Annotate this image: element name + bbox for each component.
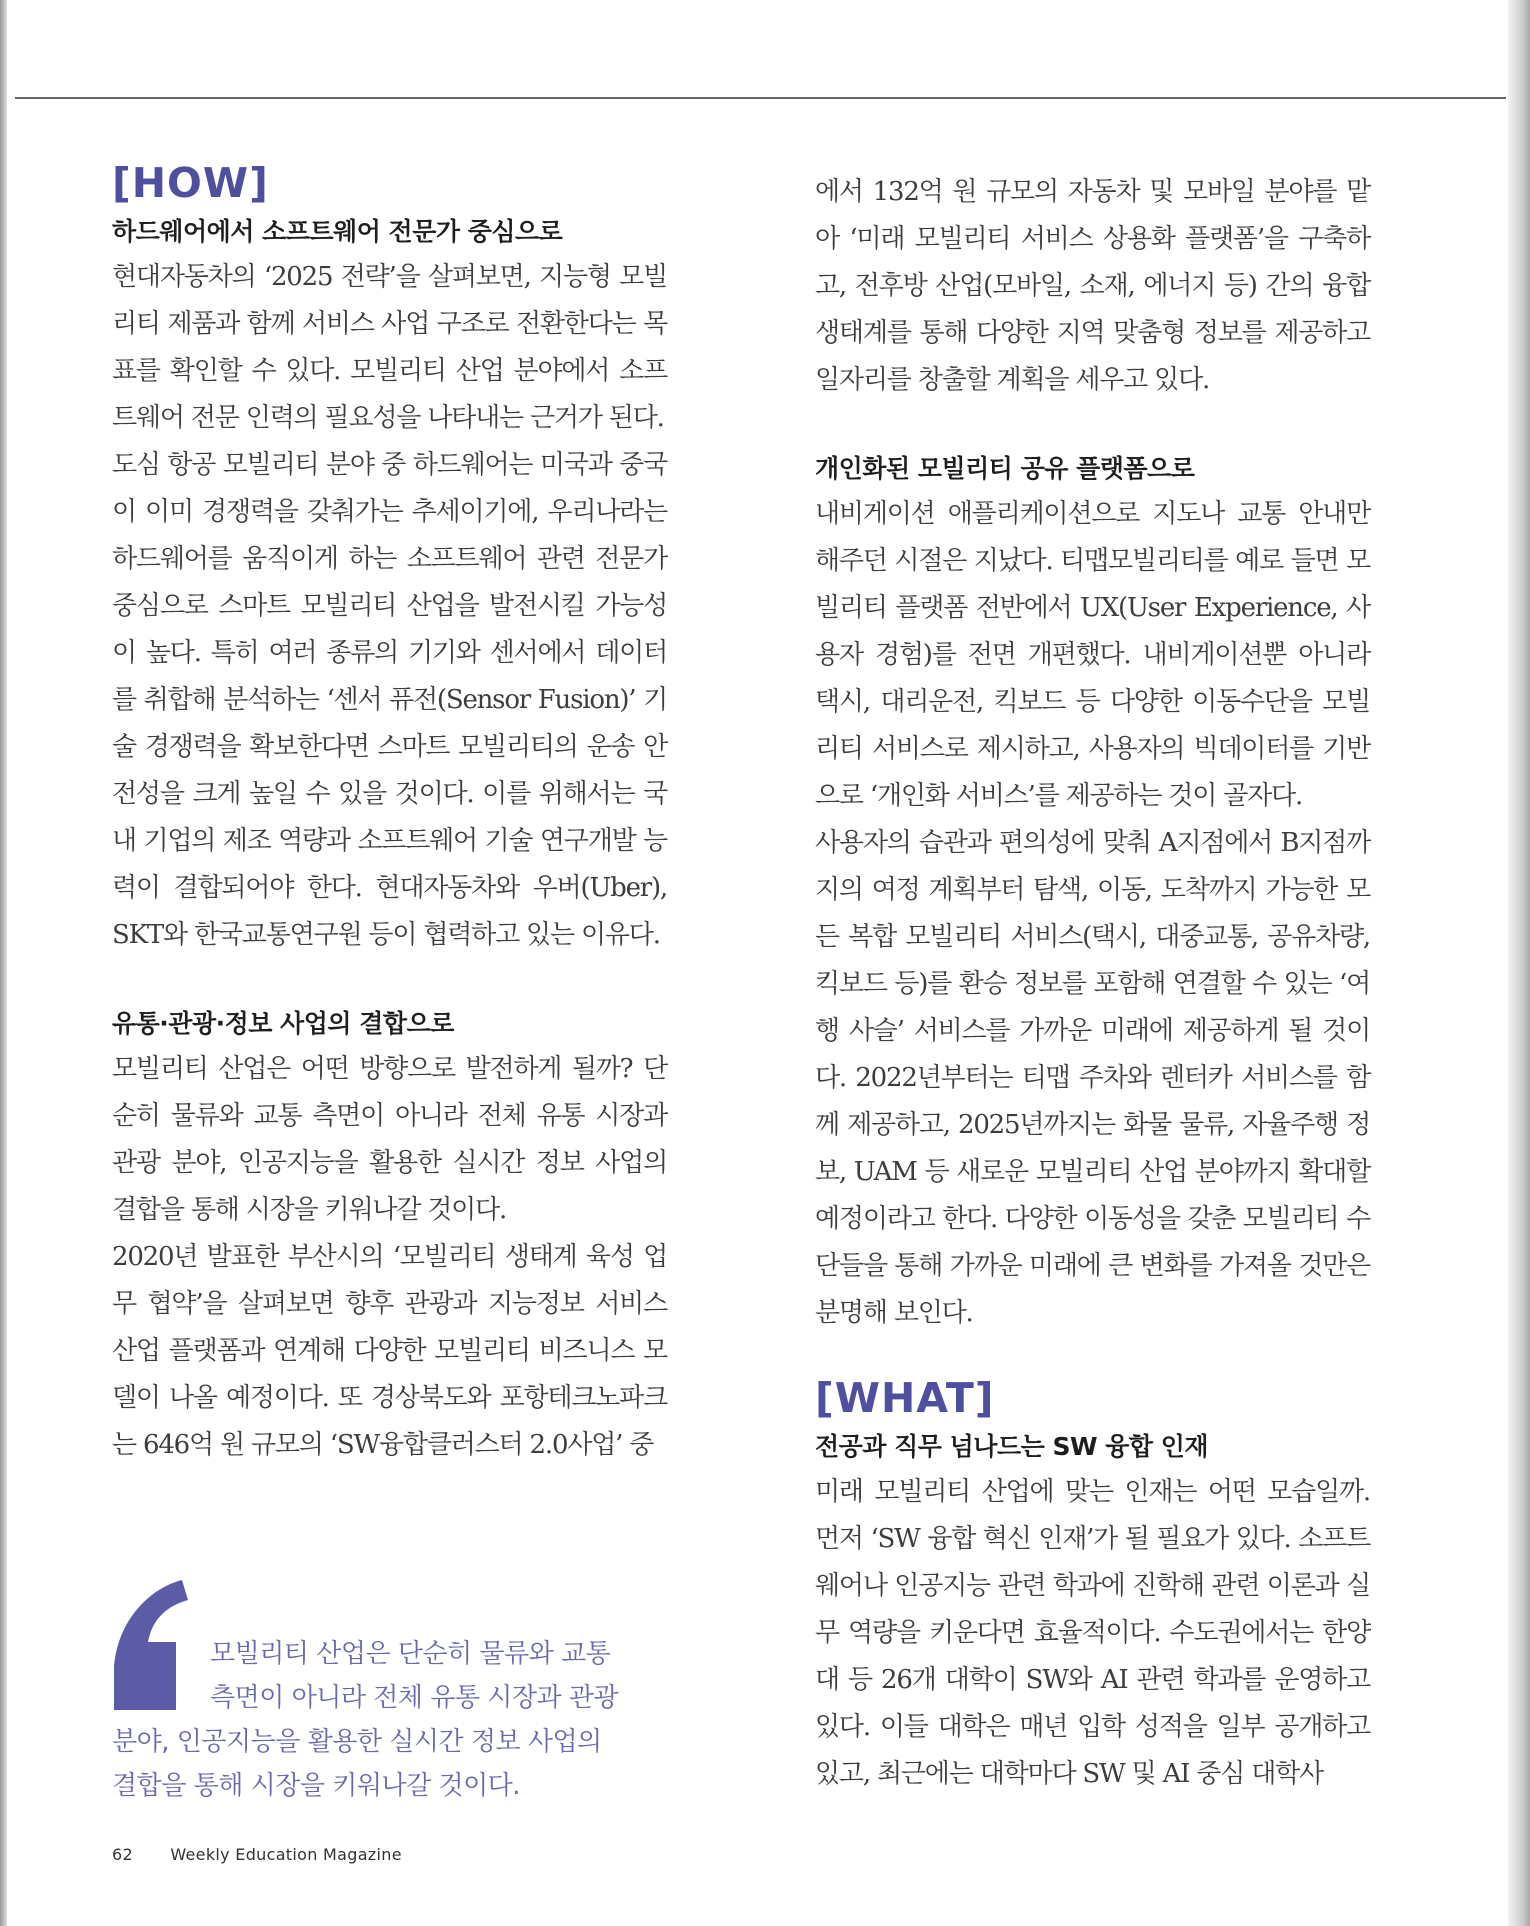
paragraph: 도심 항공 모빌리티 분야 중 하드웨어는 미국과 중국이 이미 경쟁력을 갖춰가는 추세이기에, 우리나라는 하드웨어를 움직이게 하는 소프트웨어 관련 전문가 중심으로 스마트 모빌리티 산업을 발전시킬 가능성이 높다. 특히 여러 종류의 기기와 센서에서 데이터를 취합해 분석하는 ‘센서 퓨전(Sensor Fusion)’ 기술 경쟁력을 확보한다면 스마트 모빌리티의 운송 안전성을 크게 높일 수 있을 것이다. 이를 위해서는 국내 기업의 제조 역량과 소프트웨어 기술 연구개발 능력이 결합되어야 한다. 현대자동차와 우버(Uber), SKT와 한국교통연구원 등이 협력하고 있는 이유다. xyxy=(112,450,667,950)
subhead-sw-talent: 전공과 직무 넘나드는 SW 융합 인재 xyxy=(815,1432,1209,1461)
right-column xyxy=(815,169,1370,1798)
subhead-personalized-platform: 개인화된 모빌리티 공유 플랫폼으로 xyxy=(815,454,1195,483)
quote-mark-icon xyxy=(112,1580,188,1710)
section-tag-how: [HOW] xyxy=(112,159,269,207)
quote-line: 결합을 통해 시장을 키워나갈 것이다. xyxy=(112,1771,521,1801)
subhead-convergence: 유통·관광·정보 사업의 결합으로 xyxy=(112,1009,454,1038)
paragraph: 현대자동차의 ‘2025 전략’을 살펴보면, 지능형 모빌리티 제품과 함께 서비스 사업 구조로 전환한다는 목표를 확인할 수 있다. 모빌리티 산업 분야에서 소프트웨어 전문 인력의 필요성을 나타내는 근거가 된다. xyxy=(112,262,667,433)
paragraph: 에서 132억 원 규모의 자동차 및 모바일 분야를 맡아 ‘미래 모빌리티 서비스 상용화 플랫폼’을 구축하고, 전후방 산업(모바일, 소재, 에너지 등) 간의 융합 생태계를 통해 다양한 지역 맞춤형 정보를 제공하고 일자리를 창출할 계획을 세우고 있다. xyxy=(815,177,1370,395)
subhead-software-experts: 하드웨어에서 소프트웨어 전문가 중심으로 xyxy=(112,217,563,246)
spacer xyxy=(815,1337,1370,1375)
page-number: 62 xyxy=(112,1845,133,1864)
page-footer xyxy=(112,1845,402,1864)
paragraph: 2020년 발표한 부산시의 ‘모빌리티 생태계 육성 업무 협약’을 살펴보면 향후 관광과 지능정보 서비스 산업 플랫폼과 연계해 다양한 모빌리티 비즈니스 모델이 나올 예정이다. 또 경상북도와 포항테크노파크는 646억 원 규모의 ‘SW융합클러스터 2.0사업’ 중 xyxy=(112,1242,667,1460)
quote-line: 모빌리티 산업은 단순히 물류와 교통 xyxy=(210,1639,611,1669)
paragraph: 내비게이션 애플리케이션으로 지도나 교통 안내만 해주던 시절은 지났다. 티맵모빌리티를 예로 들면 모빌리티 플랫폼 전반에서 UX(User Experience, 사용자 경험)를 전면 개편했다. 내비게이션뿐 아니라 택시, 대리운전, 킥보드 등 다양한 이동수단을 모빌리티 서비스로 제시하고, 사용자의 빅데이터를 기반으로 ‘개인화 서비스’를 제공하는 것이 골자다. xyxy=(815,499,1370,811)
pull-quote xyxy=(112,1580,672,1808)
spacer xyxy=(815,404,1370,451)
spacer xyxy=(112,959,667,1006)
quote-line: 분야, 인공지능을 활용한 실시간 정보 사업의 xyxy=(112,1727,602,1757)
page-edge-left xyxy=(0,0,7,1926)
paragraph: 미래 모빌리티 산업에 맞는 인재는 어떤 모습일까. 먼저 ‘SW 융합 혁신 인재’가 될 필요가 있다. 소프트웨어나 인공지능 관련 학과에 진학해 관련 이론과 실무 역량을 키운다면 효율적이다. 수도권에서는 한양대 등 26개 대학이 SW와 AI 관련 학과를 운영하고 있다. 이들 대학은 매년 입학 성적을 일부 공개하고 있고, 최근에는 대학마다 SW 및 AI 중심 대학사 xyxy=(815,1477,1370,1789)
header-rule xyxy=(15,97,1506,99)
magazine-name: Weekly Education Magazine xyxy=(170,1845,402,1864)
paragraph: 모빌리티 산업은 어떤 방향으로 발전하게 될까? 단순히 물류와 교통 측면이 아니라 전체 유통 시장과 관광 분야, 인공지능을 활용한 실시간 정보 사업의 결합을 통해 시장을 키워나갈 것이다. xyxy=(112,1054,667,1225)
left-column xyxy=(112,160,667,1469)
quote-line: 측면이 아니라 전체 유통 시장과 관광 xyxy=(210,1683,619,1713)
page-edge-right xyxy=(1508,0,1530,1926)
section-tag-what: [WHAT] xyxy=(815,1374,995,1422)
paragraph: 사용자의 습관과 편의성에 맞춰 A지점에서 B지점까지의 여정 계획부터 탐색, 이동, 도착까지 가능한 모든 복합 모빌리티 서비스(택시, 대중교통, 공유차량, 킥보드 등)를 환승 정보를 포함해 연결할 수 있는 ‘여행 사슬’ 서비스를 가까운 미래에 제공하게 될 것이다. 2022년부터는 티맵 주차와 렌터카 서비스를 함께 제공하고, 2025년까지는 화물 물류, 자율주행 정보, UAM 등 새로운 모빌리티 산업 분야까지 확대할 예정이라고 한다. 다양한 이동성을 갖춘 모빌리티 수단들을 통해 가까운 미래에 큰 변화를 가져올 것만은 분명해 보인다. xyxy=(815,828,1370,1328)
